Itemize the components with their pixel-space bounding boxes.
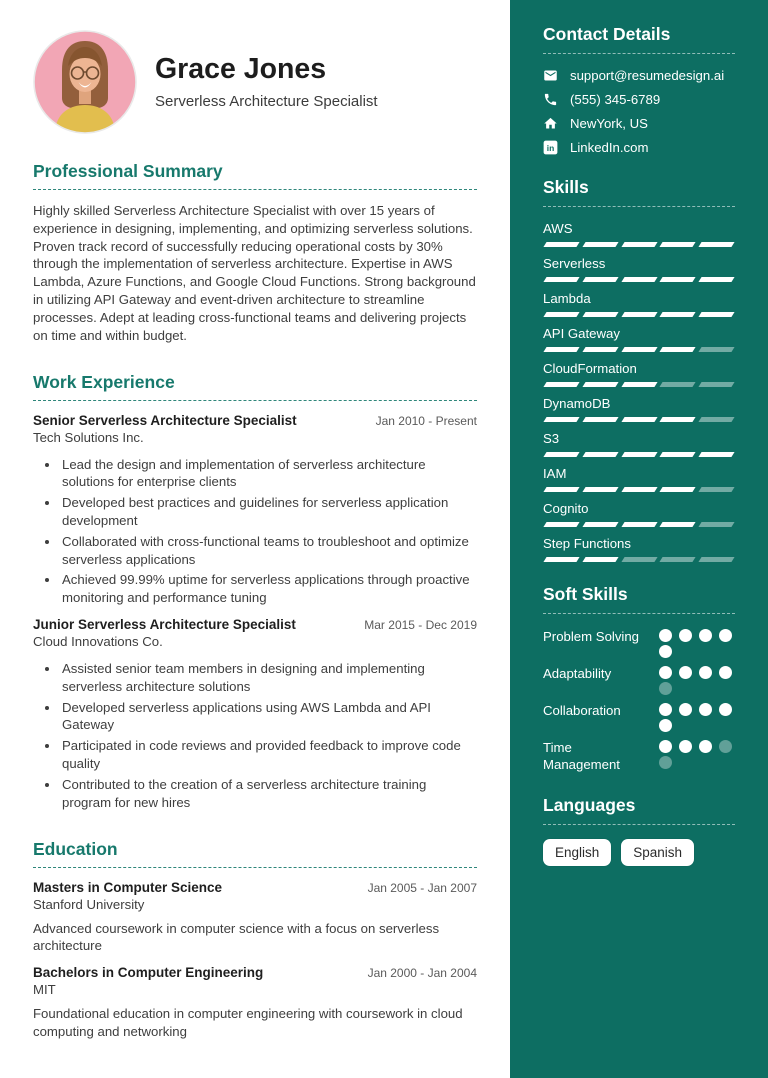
school-name: Stanford University [33, 896, 145, 912]
skills-section [543, 177, 735, 562]
skill-level-bar [545, 417, 733, 422]
name-block [155, 54, 378, 109]
skill-bar-segment [543, 242, 579, 247]
soft-skill-dot [659, 740, 672, 753]
summary-text: Highly skilled Serverless Architecture Specialist with over 15 years of experience in designing, implementing, and optimizing serverless solutions. Proven track record of successfully reducing operational costs by 30% through the implementation of serverless architecture. Expertise in AWS Lambda, Azure Functions, and Google Cloud Functions. Strong background in utilizing API Gateway and event-driven architecture to streamline processes. Adept at leading cross-functional teams and delivering projects on time and within budget. [33, 203, 476, 343]
soft-skill-dot [699, 629, 712, 642]
skill-bar-segment [543, 522, 579, 527]
degree-title: Bachelors in Computer Engineering [33, 965, 264, 981]
soft-skill-dot [659, 756, 672, 769]
svg-text:in: in [546, 142, 555, 153]
skill-bar-segment [543, 312, 579, 317]
job-header [33, 617, 477, 632]
home-icon [543, 116, 558, 131]
skill-name: S3 [543, 431, 560, 446]
skill-bar-segment [621, 347, 657, 352]
job-company: Tech Solutions Inc. [33, 429, 144, 445]
skill-bar-segment [699, 242, 735, 247]
soft-skills-list [543, 628, 735, 773]
job-bullet-list [33, 456, 477, 608]
skill-bar-segment [582, 277, 618, 282]
phone-icon [543, 92, 558, 107]
skill-bar-segment [660, 417, 696, 422]
soft-skill-dot [659, 682, 672, 695]
skill-name: IAM [543, 466, 567, 481]
soft-skill-dot [659, 719, 672, 732]
skills-list [543, 221, 735, 562]
profile-photo [33, 30, 137, 134]
soft-skill-dot [659, 666, 672, 679]
soft-skill-dot [719, 740, 732, 753]
skill-bar-segment [621, 487, 657, 492]
degree-title: Masters in Computer Science [33, 879, 223, 895]
skill-bar-segment [699, 522, 735, 527]
job-bullet: • Participated in code reviews and provided feedback to improve code quality [60, 737, 477, 773]
job-bullet-list [33, 660, 477, 812]
soft-skill-dot [699, 740, 712, 753]
job-list [33, 413, 477, 812]
soft-skill-dot [699, 666, 712, 679]
skill-level-bar [545, 557, 733, 562]
skill-bar-segment [699, 417, 735, 422]
skill-bar-segment [543, 557, 579, 562]
education-dates: Jan 2005 - Jan 2007 [367, 880, 477, 895]
soft-skill-level-dots [659, 740, 735, 769]
skill-bar-segment [621, 242, 657, 247]
skill-bar-segment [660, 312, 696, 317]
job-entry [33, 617, 477, 812]
education-header [33, 880, 477, 895]
skill-bar-segment [699, 487, 735, 492]
contact-heading: Contact Details [543, 24, 735, 54]
job-bullet: • Assisted senior team members in designing and implementing serverless architecture solutions [60, 660, 477, 696]
skill-bar-segment [582, 242, 618, 247]
job-entry [33, 413, 477, 608]
contact-text: LinkedIn.com [570, 140, 649, 155]
contact-text: (555) 345-6789 [570, 92, 661, 107]
soft-skill-level-dots [659, 703, 735, 732]
skill-bar-segment [660, 277, 696, 282]
contact-item[interactable] [543, 116, 735, 131]
skill-bar-segment [621, 522, 657, 527]
soft-skill-name: Collaboration [543, 703, 621, 718]
soft-skill-dot [719, 703, 732, 716]
skill-bar-segment [621, 382, 657, 387]
skill-name: Cognito [543, 501, 589, 516]
education-header [33, 965, 477, 980]
skill-item [543, 396, 735, 422]
experience-section [33, 372, 477, 812]
contact-section [543, 24, 735, 155]
skill-name: Step Functions [543, 536, 631, 551]
job-bullet: • Contributed to the creation of a serverless architecture training program for new hires [60, 776, 477, 812]
person-title: Serverless Architecture Specialist [155, 92, 378, 110]
skill-item [543, 291, 735, 317]
resume-header [33, 30, 477, 134]
skill-bar-segment [660, 452, 696, 457]
skill-bar-segment [660, 487, 696, 492]
soft-skill-level-dots [659, 666, 735, 695]
soft-skills-heading: Soft Skills [543, 584, 735, 614]
job-bullet: • Achieved 99.99% uptime for serverless applications through proactive monitoring and performance tuning [60, 571, 477, 607]
contact-item[interactable] [543, 140, 735, 155]
contact-item[interactable] [543, 92, 735, 107]
skill-bar-segment [621, 557, 657, 562]
job-bullet: • Collaborated with cross-functional teams to troubleshoot and optimize serverless applications [60, 533, 477, 569]
education-dates: Jan 2000 - Jan 2004 [367, 966, 477, 981]
skill-item [543, 256, 735, 282]
skill-name: Serverless [543, 256, 606, 271]
skill-bar-segment [543, 277, 579, 282]
soft-skill-item [543, 702, 735, 732]
contact-list [543, 68, 735, 155]
school-name: MIT [33, 982, 56, 998]
experience-heading: Work Experience [33, 372, 477, 401]
education-section [33, 839, 477, 1041]
soft-skill-item [543, 739, 735, 773]
education-entry [33, 880, 477, 956]
profile-photo-illustration [33, 30, 137, 134]
job-dates: Jan 2010 - Present [375, 413, 477, 428]
skills-heading: Skills [543, 177, 735, 207]
skill-bar-segment [621, 417, 657, 422]
job-company: Cloud Innovations Co. [33, 634, 163, 649]
education-description: Advanced coursework in computer science with a focus on serverless architecture [33, 920, 440, 954]
skill-level-bar [545, 452, 733, 457]
soft-skills-section [543, 584, 735, 773]
skill-item [543, 361, 735, 387]
soft-skill-item [543, 665, 735, 695]
skill-bar-segment [582, 522, 618, 527]
education-entry [33, 965, 477, 1041]
soft-skill-name: Adaptability [543, 666, 612, 681]
skill-level-bar [545, 382, 733, 387]
contact-text: support@resumedesign.ai [570, 68, 725, 83]
skill-bar-segment [699, 382, 735, 387]
email-icon [543, 68, 558, 83]
skill-bar-segment [621, 452, 657, 457]
skill-name: DynamoDB [543, 396, 611, 411]
linkedin-icon [543, 140, 558, 155]
languages-heading: Languages [543, 795, 735, 825]
education-heading: Education [33, 839, 477, 868]
job-header [33, 413, 477, 428]
soft-skill-dot [719, 666, 732, 679]
skill-bar-segment [621, 312, 657, 317]
soft-skill-level-dots [659, 629, 735, 658]
skill-item [543, 536, 735, 562]
soft-skill-item [543, 628, 735, 658]
summary-heading: Professional Summary [33, 161, 477, 190]
skill-level-bar [545, 347, 733, 352]
soft-skill-dot [679, 629, 692, 642]
job-title: Junior Serverless Architecture Specialist [33, 617, 296, 632]
skill-bar-segment [699, 452, 735, 457]
skill-bar-segment [660, 242, 696, 247]
summary-section [33, 161, 477, 345]
job-bullet: • Lead the design and implementation of serverless architecture solutions for enterprise clients [60, 456, 477, 492]
skill-name: CloudFormation [543, 361, 637, 376]
soft-skill-dot [719, 629, 732, 642]
soft-skill-dot [699, 703, 712, 716]
skill-name: AWS [543, 221, 573, 236]
skill-name: Lambda [543, 291, 591, 306]
soft-skill-dot [659, 703, 672, 716]
skill-item [543, 501, 735, 527]
soft-skill-name: Problem Solving [543, 629, 640, 644]
skill-bar-segment [660, 347, 696, 352]
skill-bar-segment [660, 557, 696, 562]
skill-name: API Gateway [543, 326, 620, 341]
skill-bar-segment [582, 487, 618, 492]
skill-bar-segment [582, 417, 618, 422]
job-title: Senior Serverless Architecture Specialist [33, 412, 297, 428]
sidebar [510, 0, 768, 1078]
skill-bar-segment [699, 347, 735, 352]
skill-item [543, 221, 735, 247]
languages-section [543, 795, 735, 866]
soft-skill-dot [679, 740, 692, 753]
contact-text: NewYork, US [570, 116, 648, 131]
person-name: Grace Jones [155, 53, 327, 86]
job-bullet: • Developed best practices and guidelines for serverless application development [60, 494, 477, 530]
soft-skill-dot [659, 629, 672, 642]
skill-bar-segment [621, 277, 657, 282]
language-chip[interactable]: Spanish [621, 839, 694, 866]
skill-bar-segment [660, 522, 696, 527]
language-chip[interactable]: English [543, 839, 611, 866]
soft-skill-dot [659, 645, 672, 658]
skill-bar-segment [582, 347, 618, 352]
skill-bar-segment [543, 347, 579, 352]
skill-level-bar [545, 487, 733, 492]
skill-item [543, 326, 735, 352]
skill-level-bar [545, 522, 733, 527]
soft-skill-dot [679, 703, 692, 716]
contact-item[interactable] [543, 68, 735, 83]
main-column [33, 0, 477, 1045]
skill-level-bar [545, 277, 733, 282]
skill-item [543, 431, 735, 457]
skill-bar-segment [543, 382, 579, 387]
soft-skill-name: Time Management [543, 740, 620, 773]
skill-bar-segment [543, 417, 579, 422]
skill-bar-segment [543, 452, 579, 457]
education-list [33, 880, 477, 1041]
skill-bar-segment [543, 487, 579, 492]
skill-bar-segment [582, 557, 618, 562]
education-description: Foundational education in computer engineering with coursework in cloud computing and networking [33, 1006, 463, 1039]
language-list [543, 839, 735, 866]
job-bullet: • Developed serverless applications using AWS Lambda and API Gateway [60, 699, 477, 735]
skill-bar-segment [582, 312, 618, 317]
skill-level-bar [545, 312, 733, 317]
skill-bar-segment [660, 382, 696, 387]
skill-bar-segment [582, 452, 618, 457]
skill-bar-segment [699, 312, 735, 317]
skill-bar-segment [699, 277, 735, 282]
skill-bar-segment [582, 382, 618, 387]
skill-level-bar [545, 242, 733, 247]
soft-skill-dot [679, 666, 692, 679]
skill-item [543, 466, 735, 492]
job-dates: Mar 2015 - Dec 2019 [364, 618, 477, 632]
skill-bar-segment [699, 557, 735, 562]
